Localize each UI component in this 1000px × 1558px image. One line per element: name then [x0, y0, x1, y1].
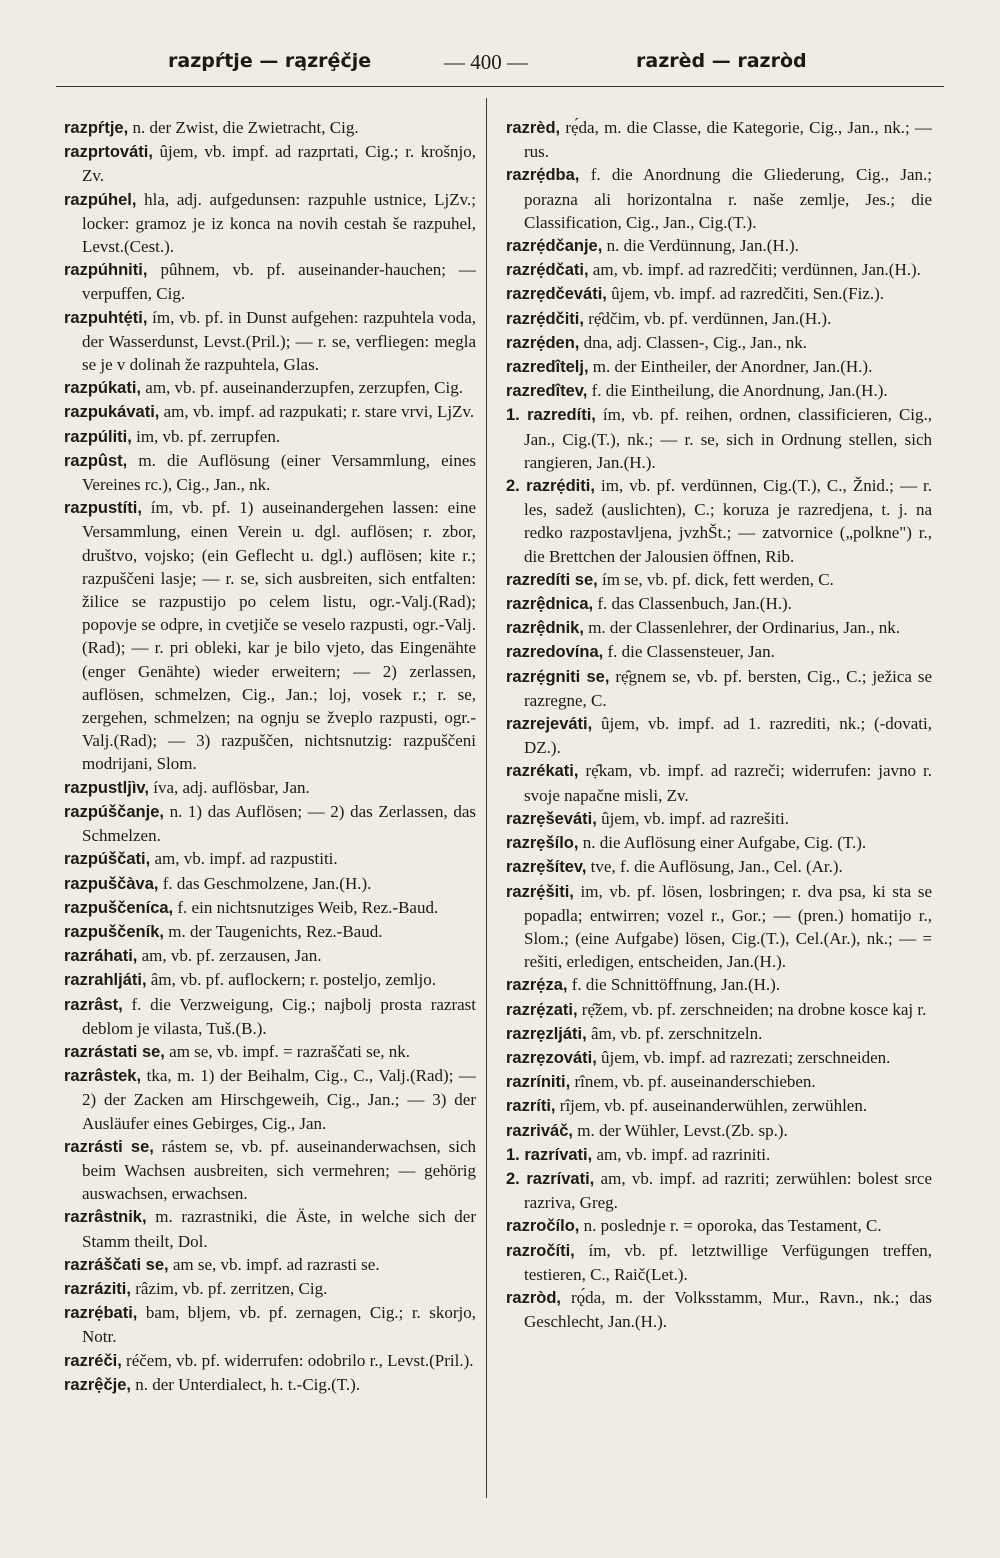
entry-headword: razrẹdčeváti, [506, 285, 607, 304]
dictionary-entry [64, 1301, 476, 1348]
entry-definition: m. razrastniki, die Äste, in welche sich der Stamm theilt, Dol. [82, 1207, 476, 1251]
entry-definition: m. der Classenlehrer, der Ordinarius, Jan., nk. [588, 618, 901, 638]
entry-definition: ím, vb. pf. in Dunst aufgehen: razpuhtela voda, der Wasserdunst, Levst.(Pril.); — r. se, verfliegen: megla se je v dolinah že razpuhtela, Glas. [82, 307, 477, 375]
entry-definition: am, vb. impf. ad razpukati; r. stare vrvi, LjZv. [163, 402, 475, 422]
dictionary-entry [506, 403, 933, 474]
dictionary-entry [506, 616, 932, 640]
entry-definition: m. der Taugenichts, Rez.-Baud. [168, 921, 383, 941]
column-divider [486, 98, 487, 1498]
entry-definition: am, vb. pf. auseinanderzupfen, zerzupfen, Cig. [145, 378, 463, 398]
entry-definition: f. das Classenbuch, Jan.(H.). [597, 594, 792, 614]
entry-definition: pûhnem, vb. pf. auseinander-hauchen; — verpuffen, Cig. [82, 260, 477, 304]
dictionary-entry [64, 1064, 476, 1135]
dictionary-entry [64, 400, 476, 424]
entry-headword: razrẹ́dčiti, [506, 309, 584, 328]
entry-headword: razročílo, [506, 1217, 580, 1236]
dictionary-entry [64, 258, 477, 305]
entry-headword: razrẹ́den, [506, 333, 580, 352]
entry-definition: rẹ̑žem, vb. pf. zerschneiden; na drobne kosce kaj r. [581, 999, 927, 1019]
entry-headword: razríniti, [506, 1073, 571, 1092]
entry-definition: im, vb. pf. zerrupfen. [136, 426, 281, 446]
entry-headword: razrâstek, [64, 1067, 142, 1086]
entry-headword: razredovína, [506, 643, 604, 662]
left-column [64, 116, 476, 1397]
entry-headword: razpustíti, [64, 499, 142, 518]
entry-definition: ím, vb. pf. letztwillige Verfügungen treffen, testieren, C., Raič(Let.). [524, 1240, 933, 1284]
entry-definition: am, vb. impf. ad razpustiti. [154, 849, 338, 869]
entry-definition: rẹ́da, m. die Classe, die Kategorie, Cig., Jan., nk.; — rus. [524, 118, 932, 162]
entry-headword: razrẹ́bati, [64, 1304, 138, 1323]
entry-definition: ûjem, vb. impf. ad 1. razrediti, nk.; (-dovati, DZ.). [524, 714, 933, 758]
dictionary-entry [506, 665, 932, 712]
entry-definition: f. die Schnittöffnung, Jan.(H.). [571, 975, 781, 995]
dictionary-entry [506, 307, 932, 331]
dictionary-entry [64, 1205, 476, 1252]
entry-definition: dna, adj. Classen-, Cig., Jan., nk. [583, 332, 807, 352]
entry-definition: âm, vb. pf. auflockern; r. posteljo, zemljo. [150, 970, 436, 990]
entry-definition: im, vb. pf. lösen, losbringen; r. dva psa, ki sta se popadla; entwirren; vozel r., Gor.; — (pren.) homatijo r., Slom.; (eine Aufgabe) lösen, Cig.(T.), Cel.(Ar.), nk.; — = rešiti, erledigen, entscheiden, Jan.(H.). [524, 881, 933, 972]
entry-definition: tka, m. 1) der Beihalm, Cig., C., Valj.(Rad); — 2) der Zacken am Hirschgeweih, Cig., Jan.; — 3) der Ausläufer eines Gebirges, Cig., Jan. [82, 1066, 476, 1133]
entry-definition: ím se, vb. pf. dick, fett werden, C. [601, 569, 834, 589]
right-column [506, 116, 932, 1333]
entry-headword: razrệčje, [64, 1375, 131, 1394]
entry-headword: razrẹ́dčanje, [506, 237, 603, 256]
dictionary-entry [506, 1094, 932, 1118]
entry-definition: f. ein nichtsnutziges Weib, Rez.-Baud. [177, 897, 439, 917]
dictionary-entry [506, 331, 932, 355]
dictionary-entry [64, 872, 476, 896]
entry-definition: réčem, vb. pf. widerrufen: odobrilo r., Levst.(Pril.). [126, 1350, 474, 1370]
dictionary-entry [506, 474, 932, 568]
dictionary-entry [506, 258, 932, 282]
entry-headword: 1. razrívati, [506, 1145, 593, 1164]
entry-definition: n. der Zwist, die Zwietracht, Cig. [132, 118, 359, 137]
entry-definition: m. der Eintheiler, der Anordner, Jan.(H.). [592, 357, 873, 377]
entry-definition: tve, f. die Auflösung, Jan., Cel. (Ar.). [590, 857, 843, 877]
entry-definition: hla, adj. aufgedunsen: razpuhle ustnice, LjZv.; locker: gramoz je iz konca na novih cestah še razpuhel, Levst.(Cest.). [82, 189, 476, 257]
dictionary-entry [506, 1214, 932, 1238]
entry-definition: ím, vb. pf. 1) auseinandergehen lassen: eine Versammlung, einen Verein u. dgl. auflösen; r. zbor, društvo, vojsko; (ein Geflecht u. dgl.) auflösen; kite r.; razpuščeni lasje; — r. se, sich ausbreiten, sich entfalten: žilice se razpustijo po celem listu, ogr.-Valj.(Rad); popovje se odpre, in cvetjiče se veselo razpusti, ogr.-Valj.(Rad); — r. pri obleki, kar je bilo vjeto, das Eingenähte (enger Genähte) wieder erweitern; — 2) zerlassen, auflösen, schmelzen, Cig., Jan.; loj, vosek r.; r. se, zergehen, schmelzen; na ognju se žveplo razpusti, ogr.-Valj.(Rad); — 3) razpuščen, nichtsnutzig: razpuščeni modrijani, Slom. [82, 498, 476, 774]
dictionary-entry [506, 1143, 932, 1167]
entry-headword: razrâst, [64, 995, 123, 1014]
entry-definition: rástem se, vb. pf. auseinanderwachsen, sich beim Wachsen ausbreiten, sich vermehren; — gehörig auswachsen, erwachsen. [82, 1136, 476, 1204]
dictionary-entry [506, 1119, 932, 1143]
dictionary-entry [64, 920, 476, 944]
entry-headword: razrẹ́šiti, [506, 882, 574, 901]
entry-headword: razrásti se, [64, 1137, 154, 1156]
entry-headword: razrástati se, [64, 1042, 165, 1061]
entry-headword: razrẹ́dčati, [506, 261, 589, 280]
entry-headword: razpuščeníca, [64, 898, 174, 917]
entry-definition: am, vb. impf. ad razriti; zerwühlen: bolest srce razriva, Greg. [524, 1168, 933, 1213]
dictionary-entry [506, 1022, 932, 1046]
dictionary-entry [506, 592, 932, 616]
entry-definition: im, vb. pf. verdünnen, Cig.(T.), C., Žnid.; — r. les, sadež (auslichten), C.; koruza je razredjena, t. j. na redko razpostavljena, jvzhŠt.; — zatvornice („polkne") r., die Brettchen der Jalousien öffnen, Rib. [524, 476, 932, 566]
dictionary-entry [64, 188, 476, 259]
entry-definition: f. die Eintheilung, die Anordnung, Jan.(H.). [591, 381, 888, 401]
entry-headword: razriváč, [506, 1121, 573, 1140]
entry-definition: rẹ̑gnem se, vb. pf. bersten, Cig., C.; ježica se razregne, C. [524, 666, 932, 710]
dictionary-entry [506, 712, 933, 759]
dictionary-entry [506, 282, 932, 306]
entry-headword: razrékati, [506, 762, 579, 781]
entry-headword: razráščati se, [64, 1255, 169, 1274]
entry-headword: razpuščeník, [64, 922, 164, 941]
dictionary-entry [64, 968, 476, 992]
dictionary-entry [506, 1046, 932, 1070]
dictionary-entry [506, 855, 932, 879]
entry-definition: am se, vb. impf. = razraščati se, nk. [169, 1041, 411, 1061]
entry-headword: razpŕtje, [64, 119, 129, 137]
entry-definition: m. der Wühler, Levst.(Zb. sp.). [577, 1120, 788, 1140]
entry-headword: razrệdnik, [506, 619, 584, 638]
entry-headword: razprtováti, [64, 143, 153, 162]
entry-definition: f. die Anordnung die Gliederung, Cig., Jan.; porazna ali horizontalna r. naše zemlje, Jes.; die Classification, Cig., Jan., Cig.(T.). [524, 165, 933, 232]
header-left-guidewords: razpŕtje — ra̧zrȩ̂čje [168, 50, 372, 72]
entry-headword: razrệdnica, [506, 595, 594, 614]
page-number: — 400 — [444, 50, 528, 74]
entry-headword: razpúščati, [64, 850, 151, 869]
entry-definition: íva, adj. auflösbar, Jan. [153, 777, 310, 797]
dictionary-entry [506, 1167, 933, 1214]
entry-headword: razrẹzováti, [506, 1048, 597, 1067]
dictionary-entry [506, 116, 932, 163]
dictionary-entry [506, 640, 932, 664]
entry-definition: rẹ̑dčim, vb. pf. verdünnen, Jan.(H.). [588, 308, 832, 328]
entry-headword: razrẹ́za, [506, 976, 568, 995]
entry-definition: n. der Unterdialect, h. t.-Cig.(T.). [135, 1374, 361, 1394]
entry-definition: n. die Auflösung einer Aufgabe, Cig. (T.). [582, 833, 867, 853]
entry-headword: razročíti, [506, 1241, 575, 1260]
dictionary-entry [64, 776, 476, 800]
entry-definition: am se, vb. impf. ad razrasti se. [172, 1254, 380, 1274]
dictionary-entry [64, 1040, 476, 1064]
entry-definition: rînem, vb. pf. auseinanderschieben. [574, 1072, 816, 1092]
entry-definition: ûjem, vb. impf. ad razprtati, Cig.; r. krošnjo, Zv. [82, 142, 477, 186]
dictionary-entry [64, 944, 476, 968]
dictionary-entry [64, 993, 477, 1040]
dictionary-entry [506, 998, 932, 1022]
entry-definition: rîjem, vb. pf. auseinanderwühlen, zerwühlen. [559, 1096, 868, 1116]
entry-headword: razrahljáti, [64, 971, 147, 990]
entry-headword: razpúhniti, [64, 261, 148, 280]
entry-headword: razpúhel, [64, 190, 137, 209]
dictionary-entry [64, 306, 477, 377]
entry-headword: razrẹšítev, [506, 858, 587, 877]
entry-headword: razréči, [64, 1351, 122, 1370]
entry-headword: razríti, [506, 1097, 556, 1116]
dictionary-entry [506, 1286, 932, 1333]
entry-headword: razrâstnik, [64, 1208, 147, 1227]
dictionary-entry [506, 568, 932, 592]
entry-headword: razpúliti, [64, 427, 132, 446]
entry-headword: razrẹzljáti, [506, 1024, 587, 1043]
entry-definition: ûjem, vb. impf. ad razrezati; zerschneiden. [601, 1047, 891, 1067]
dictionary-entry [506, 1070, 932, 1094]
entry-definition: f. das Geschmolzene, Jan.(H.). [162, 873, 372, 893]
entry-headword: 1. razredíti, [506, 406, 596, 425]
dictionary-entry [64, 1349, 476, 1373]
header-right-guidewords: razrèd — razròd [636, 50, 807, 72]
entry-definition: n. 1) das Auflösen; — 2) das Zerlassen, das Schmelzen. [82, 801, 476, 846]
entry-definition: f. die Verzweigung, Cig.; najbolj prosta razrast deblom je vilasta, Tuš.(B.). [82, 994, 477, 1038]
dictionary-entry [506, 355, 932, 379]
entry-definition: rẹ̑kam, vb. impf. ad razreči; widerrufen: javno r. svoje napačne misli, Zv. [524, 761, 933, 805]
dictionary-entry [506, 831, 932, 855]
entry-headword: 2. razrẹ́diti, [506, 477, 595, 496]
entry-headword: razrẹ́zati, [506, 1000, 578, 1019]
entry-headword: razpûst, [64, 451, 128, 470]
entry-headword: razpuhtẹ́ti, [64, 308, 148, 327]
dictionary-entry [64, 800, 476, 847]
entry-definition: n. poslednje r. = oporoka, das Testament, C. [583, 1216, 882, 1236]
dictionary-entry [506, 1239, 933, 1286]
entry-definition: am, vb. impf. ad razredčiti; verdünnen, Jan.(H.). [592, 260, 921, 280]
entry-headword: razrẹševáti, [506, 809, 597, 828]
dictionary-entry [64, 847, 476, 871]
dictionary-entry [64, 896, 476, 920]
page-header [0, 50, 1000, 84]
dictionary-entry [506, 973, 932, 997]
entry-definition: rǫ́da, m. der Volksstamm, Mur., Ravn., nk.; das Geschlecht, Jan.(H.). [524, 1287, 932, 1332]
entry-headword: razrẹ́gniti se, [506, 667, 610, 686]
entry-headword: razpukávati, [64, 403, 160, 422]
entry-headword: razpúščanje, [64, 802, 164, 821]
entry-headword: razrẹ́dba, [506, 166, 580, 185]
entry-headword: razredîtelj, [506, 358, 589, 377]
entry-definition: ím, vb. pf. reihen, ordnen, classificieren, Cig., Jan., Cig.(T.), nk.; — r. se, sich in Ordnung stellen, sich rangieren, Jan.(H.). [524, 405, 933, 472]
entry-headword: razredîtev, [506, 382, 588, 401]
entry-headword: razròd, [506, 1288, 562, 1307]
dictionary-entry [64, 140, 477, 187]
entry-headword: razráziti, [64, 1279, 131, 1298]
entry-headword: razráhati, [64, 947, 138, 966]
entry-headword: razrejeváti, [506, 715, 593, 734]
header-rule [56, 86, 944, 87]
dictionary-entry [506, 379, 932, 403]
dictionary-entry [64, 1373, 476, 1397]
entry-definition: am, vb. impf. ad razriniti. [596, 1144, 771, 1164]
dictionary-entry [506, 759, 933, 806]
entry-definition: f. die Classensteuer, Jan. [607, 642, 775, 662]
entry-headword: razrèd, [506, 119, 561, 137]
dictionary-entry [64, 1135, 476, 1206]
dictionary-entry [64, 1277, 476, 1301]
dictionary-entry [506, 807, 932, 831]
entry-headword: 2. razrívati, [506, 1169, 595, 1188]
dictionary-entry [64, 376, 476, 400]
dictionary-entry [506, 880, 933, 974]
dictionary-entry [506, 234, 932, 258]
entry-definition: ûjem, vb. impf. ad razredčiti, Sen.(Fiz.). [611, 284, 885, 304]
dictionary-entry [506, 163, 933, 234]
entry-definition: am, vb. pf. zerzausen, Jan. [141, 946, 322, 966]
entry-definition: ûjem, vb. impf. ad razrešiti. [601, 808, 789, 828]
dictionary-entry [64, 496, 476, 775]
entry-definition: râzim, vb. pf. zerritzen, Cig. [135, 1278, 328, 1298]
entry-definition: n. die Verdünnung, Jan.(H.). [606, 236, 799, 256]
entry-headword: razpuščàva, [64, 874, 159, 893]
dictionary-entry [64, 1253, 476, 1277]
entry-headword: razrẹšílo, [506, 834, 579, 853]
dictionary-entry [64, 449, 476, 496]
dictionary-entry [64, 425, 476, 449]
dictionary-entry [64, 116, 476, 140]
entry-headword: razpúkati, [64, 379, 142, 398]
entry-definition: m. die Auflösung (einer Versammlung, eines Vereines rc.), Cig., Jan., nk. [82, 450, 476, 495]
entry-headword: razpustljìv, [64, 778, 149, 797]
entry-definition: bam, bljem, vb. pf. zernagen, Cig.; r. skorjo, Notr. [82, 1303, 476, 1347]
entry-headword: razredíti se, [506, 570, 598, 589]
entry-definition: âm, vb. pf. zerschnitzeln. [590, 1023, 763, 1043]
